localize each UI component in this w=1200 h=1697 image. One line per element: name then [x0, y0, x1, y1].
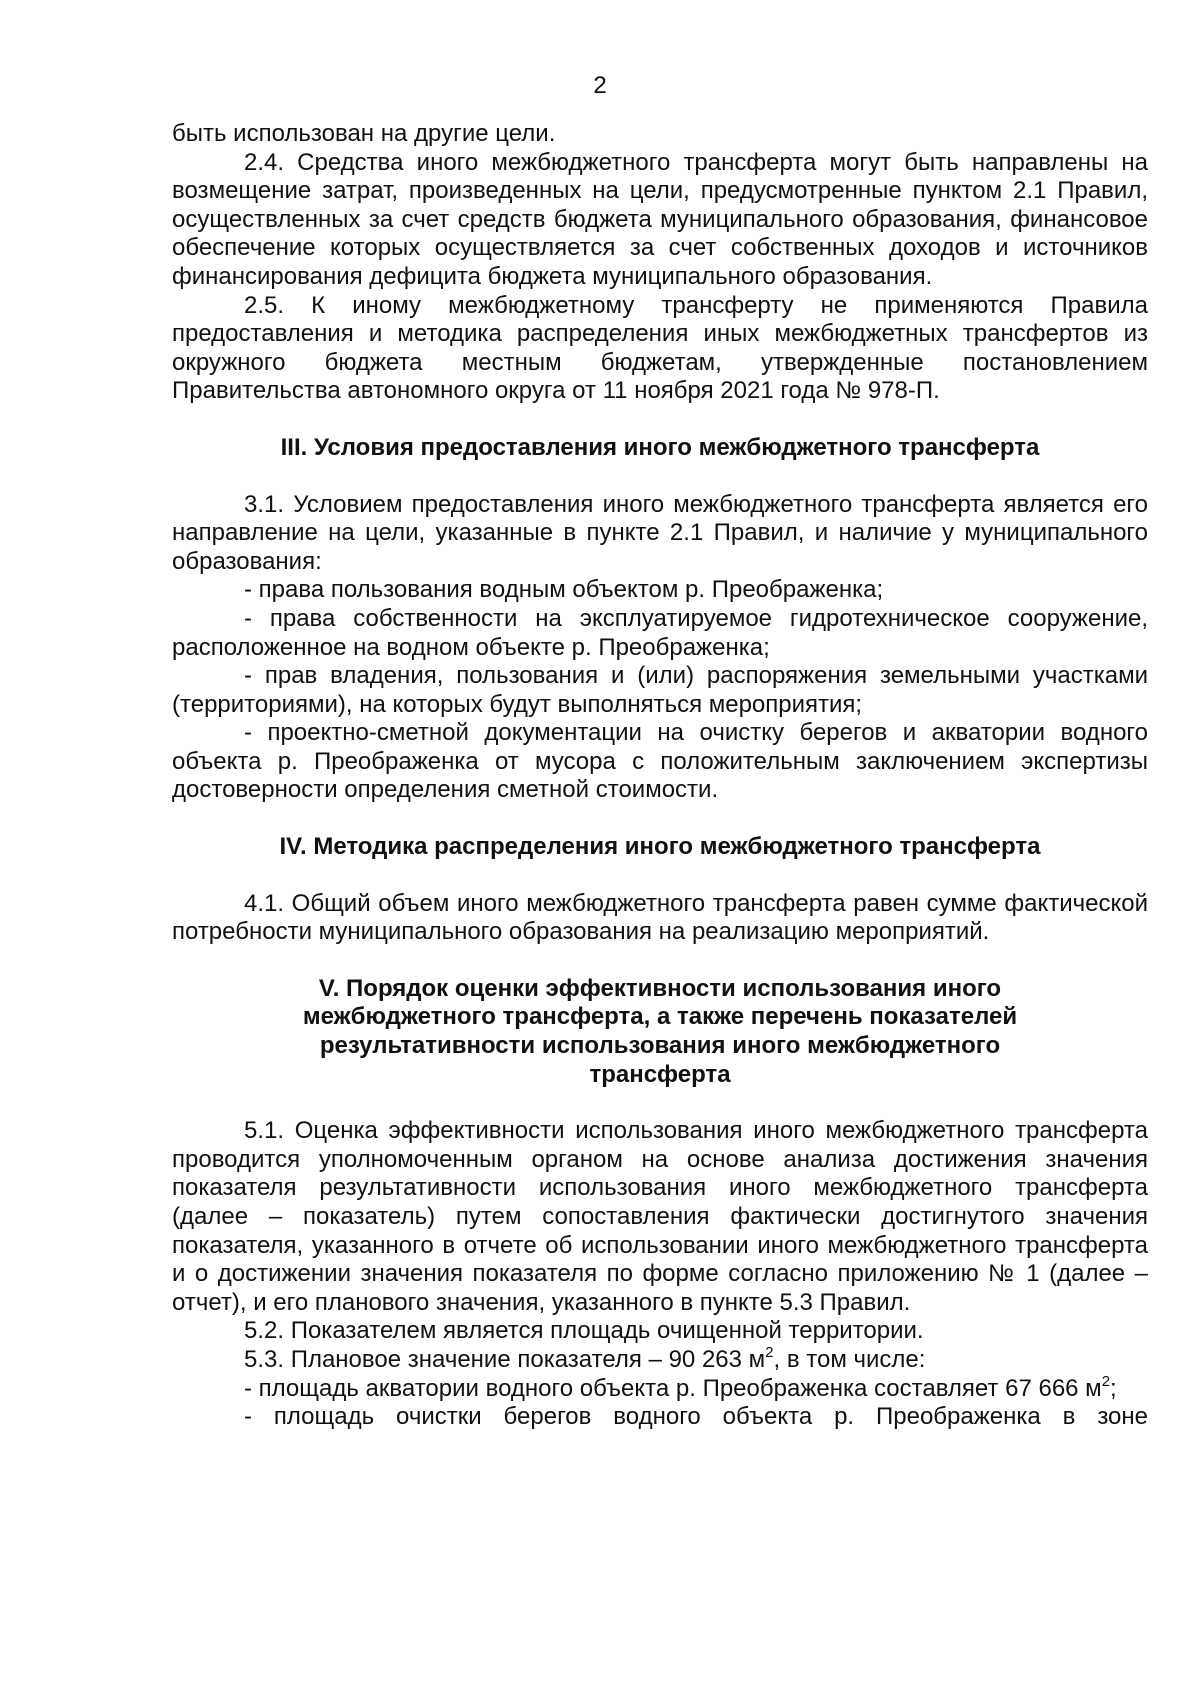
paragraph-5-3 — [172, 1343, 1148, 1375]
paragraph-5-1: 5.1. Оценка эффективности использования иного межбюджетного трансферта проводится уполномоченным органом на основе анализа достижения значения показателя результативности использования иного межбюджетного трансферта (далее – показатель) путем сопоставления фактически достигнутого значения показателя, указанного в отчете об использовании иного межбюджетного трансферта и о достижении значения показателя по форме согласно приложению № 1 (далее – отчет), и его планового значения, указанного в пункте 5.3 Правил. — [172, 1117, 1148, 1316]
paragraph-2-4: 2.4. Средства иного межбюджетного трансферта могут быть направлены на возмещение затрат, произведенных на цели, предусмотренные пунктом 2.1 Правил, осуществленных за счет средств бюджета муниципального образования, финансовое обеспечение которых осуществляется за счет собственных доходов и источников финансирования дефицита бюджета муниципального образования. — [172, 148, 1148, 290]
list-item: - прав владения, пользования и (или) распоряжения земельными участками (территориями), на которых будут выполняться мероприятия; — [172, 662, 1148, 718]
paragraph-4-1: 4.1. Общий объем иного межбюджетного трансферта равен сумме фактической потребности муниципального образования на реализацию мероприятий. — [172, 889, 1148, 946]
section-heading-5-line: результативности использования иного межбюджетного — [319, 1032, 1001, 1060]
list-item: - права пользования водным объектом р. Преображенка; — [244, 576, 884, 604]
paragraph-5-2: 5.2. Показателем является площадь очищенной территории. — [244, 1317, 924, 1345]
paragraph-2-5: 2.5. К иному межбюджетному трансферту не применяются Правила предоставления и методика распределения иных межбюджетных трансфертов из окружного бюджета местным бюджетам, утвержденные постановлением Правительства автономного округа от 11 ноября 2021 года № 978-П. — [172, 291, 1148, 405]
paragraph-3-1: 3.1. Условием предоставления иного межбюджетного трансферта является его направление на цели, указанные в пункте 2.1 Правил, и наличие у муниципального образования: — [172, 490, 1148, 575]
superscript: 2 — [765, 1343, 774, 1361]
list-item — [172, 1372, 1148, 1404]
section-heading-5-line: V. Порядок оценки эффективности использования иного — [318, 974, 1002, 1002]
paragraph-5-3-tail: , в том числе: — [773, 1345, 926, 1373]
document-body — [172, 120, 1148, 1432]
list-item-text: - площадь акватории водного объекта р. Преображенка составляет 67 666 м — [244, 1374, 1102, 1402]
superscript: 2 — [1101, 1372, 1111, 1390]
page-number: 2 — [593, 72, 607, 99]
section-heading-5 — [172, 975, 1148, 1089]
paragraph-continuation: быть использован на другие цели. — [172, 120, 556, 147]
list-item-tail: ; — [1110, 1374, 1117, 1402]
paragraph-5-3-text: 5.3. Плановое значение показателя – 90 263 м — [244, 1345, 766, 1373]
section-heading-5-line: межбюджетного трансферта, а также перечень показателей — [302, 1003, 1018, 1031]
section-heading-3: III. Условия предоставления иного межбюджетного трансферта — [280, 433, 1040, 461]
list-item: - права собственности на эксплуатируемое гидротехническое сооружение, расположенное на водном объекте р. Преображенка; — [172, 604, 1148, 661]
list-item: - площадь очистки берегов водного объекта р. Преображенка в зоне — [244, 1403, 1148, 1431]
list-item: - проектно-сметной документации на очистку берегов и акватории водного объекта р. Преображенка от мусора с положительным заключением экспертизы достоверности определения сметной стоимости. — [172, 719, 1148, 804]
section-heading-5-line: трансферта — [589, 1060, 731, 1088]
section-heading-4: IV. Методика распределения иного межбюджетного трансферта — [279, 833, 1041, 861]
